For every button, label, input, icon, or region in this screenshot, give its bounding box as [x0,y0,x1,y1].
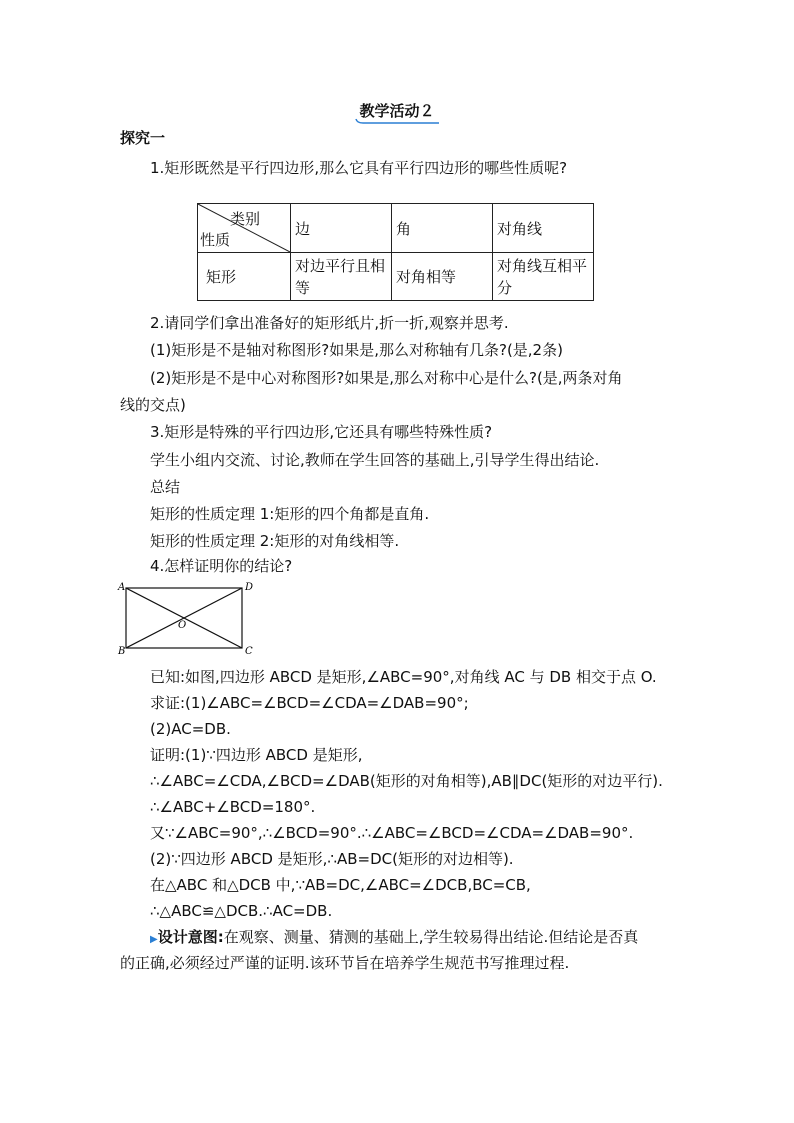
table-cell: 对边平行且相等 [291,253,392,301]
center-label-o: O [178,620,187,631]
properties-table [197,203,594,301]
table-header-property: 性质 [200,231,231,249]
proof-step-1: 证明:(1)∵四边形 ABCD 是矩形, [150,746,363,764]
question-3: 3.矩形是特殊的平行四边形,它还具有哪些特殊性质? [150,423,493,441]
vertex-label-c: C [245,646,253,657]
table-header-cell: 对角线 [493,204,594,253]
proof-step-2: ∴∠ABC=∠CDA,∠BCD=∠DAB(矩形的对角相等),AB∥DC(矩形的对边平行). [150,772,663,790]
proof-step-7: ∴△ABC≌△DCB.∴AC=DB. [150,902,333,920]
design-note-cont: 的正确,必须经过严谨的证明.该环节旨在培养学生规范书写推理过程. [120,954,570,972]
proof-step-3: ∴∠ABC+∠BCD=180°. [150,798,316,816]
question-2: 2.请同学们拿出准备好的矩形纸片,折一折,观察并思考. [150,314,509,332]
table-header-diagonal [198,204,291,253]
theorem-1: 矩形的性质定理 1:矩形的四个角都是直角. [150,505,430,523]
design-note-text: 在观察、测量、猜测的基础上,学生较易得出结论.但结论是否真 [223,928,639,946]
theorem-2: 矩形的性质定理 2:矩形的对角线相等. [150,532,400,550]
table-header-cell: 角 [392,204,493,253]
title-underline [355,118,439,124]
table-cell: 对角线互相平分 [493,253,594,301]
proof-step-4: 又∵∠ABC=90°,∴∠BCD=90°.∴∠ABC=∠BCD=∠CDA=∠DAB=90°. [150,824,634,842]
table-row-label: 矩形 [198,253,291,301]
proof-given: 已知:如图,四边形 ABCD 是矩形,∠ABC=90°,对角线 AC 与 DB 相交于点 O. [150,668,657,686]
vertex-label-b: B [118,646,126,657]
proof-prove-2: (2)AC=DB. [150,720,231,738]
question-2-2-cont: 线的交点) [120,396,186,414]
design-note [150,927,638,950]
question-2-1: (1)矩形是不是轴对称图形?如果是,那么对称轴有几条?(是,2条) [150,341,563,359]
proof-step-6: 在△ABC 和△DCB 中,∵AB=DC,∠ABC=∠DCB,BC=CB, [150,876,531,894]
vertex-label-d: D [245,582,254,593]
table-cell: 对角相等 [392,253,493,301]
triangle-marker-icon: ▶ [150,934,158,945]
design-note-label: 设计意图: [157,928,224,946]
proof-step-5: (2)∵四边形 ABCD 是矩形,∴AB=DC(矩形的对边相等). [150,850,514,868]
question-1: 1.矩形既然是平行四边形,那么它具有平行四边形的哪些性质呢? [150,159,568,177]
proof-prove-1: 求证:(1)∠ABC=∠BCD=∠CDA=∠DAB=90°; [150,694,469,712]
question-4: 4.怎样证明你的结论? [150,557,293,575]
table-header-category: 类别 [229,210,260,228]
question-3-desc: 学生小组内交流、讨论,教师在学生回答的基础上,引导学生得出结论. [150,451,600,469]
rectangle-figure [116,578,256,658]
summary-label: 总结 [150,478,181,496]
table-header-cell: 边 [291,204,392,253]
page-title: 教学活动２ [359,102,435,120]
section-heading: 探究一 [120,129,166,147]
question-2-2: (2)矩形是不是中心对称图形?如果是,那么对称中心是什么?(是,两条对角 [150,369,623,387]
vertex-label-a: A [118,582,126,593]
